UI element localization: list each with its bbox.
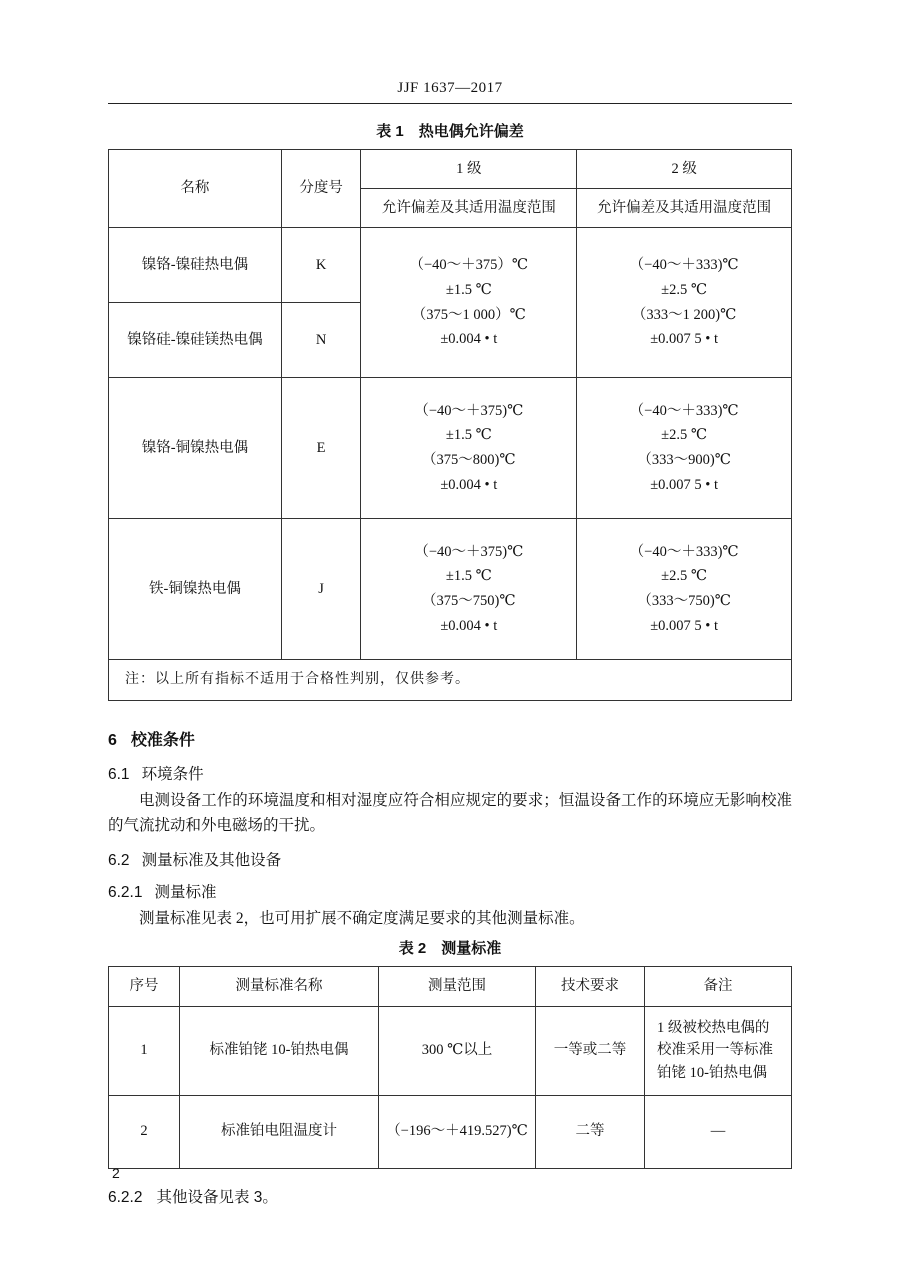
subsection-number: 6.2.1	[108, 884, 143, 902]
row-name: 镍铬硅-镍硅镁热电偶	[109, 303, 282, 378]
value-line: ±1.5 ℃	[445, 568, 492, 585]
row-no: 1	[109, 1006, 180, 1095]
subsection-title: 环境条件	[141, 765, 204, 783]
subsection-title: 测量标准及其他设备	[141, 852, 282, 870]
subsection-heading-6-2	[108, 848, 792, 870]
value-line: ±2.5 ℃	[661, 427, 708, 444]
row-class1-values	[361, 519, 577, 660]
table-row	[109, 519, 792, 660]
value-line: （−40～＋375）℃	[409, 257, 529, 274]
table-row	[109, 378, 792, 519]
value-line: ±0.007 5 • t	[650, 331, 719, 348]
row-no: 2	[109, 1095, 180, 1168]
row-remark: 1 级被校热电偶的校准采用一等标准铂铑 10-铂热电偶	[645, 1006, 792, 1095]
header-range: 测量范围	[379, 967, 536, 1006]
value-line: ±2.5 ℃	[661, 281, 708, 298]
subsection-number: 6.1	[108, 765, 130, 783]
value-line: ±0.004 • t	[440, 617, 498, 634]
section-title: 校准条件	[130, 731, 195, 749]
running-head: JJF 1637—2017	[108, 80, 792, 104]
page-number: 2	[112, 1165, 120, 1181]
value-line: ±0.004 • t	[440, 331, 498, 348]
table-header-row	[109, 967, 792, 1006]
table2-caption: 表 2 测量标准	[398, 940, 502, 958]
value-line: （333～1 200)℃	[631, 306, 737, 323]
subsection-heading-6-2-2	[108, 1185, 792, 1207]
row-code: J	[281, 519, 361, 660]
value-line: ±1.5 ℃	[445, 427, 492, 444]
row-code: E	[281, 378, 361, 519]
header-requirement: 技术要求	[536, 967, 645, 1006]
row-code: K	[281, 228, 361, 303]
table-row	[109, 1006, 792, 1095]
value-line: ±0.007 5 • t	[650, 617, 719, 634]
value-line: （−40～＋375)℃	[414, 543, 524, 560]
value-line: （375～750)℃	[422, 593, 516, 609]
table1-note-row	[109, 660, 792, 701]
value-line: （−40～＋333)℃	[629, 543, 739, 560]
value-line: （−40～＋375)℃	[414, 402, 524, 419]
header-class2-sub: 允许偏差及其适用温度范围	[577, 189, 792, 228]
paragraph-6-2-1: 测量标准见表 2，也可用扩展不确定度满足要求的其他测量标准。	[139, 910, 585, 928]
header-remark: 备注	[645, 967, 792, 1006]
header-class-2: 2 级	[577, 150, 792, 189]
row-range: （−196～＋419.527)℃	[379, 1095, 536, 1168]
row-standard-name: 标准铂电阻温度计	[180, 1095, 379, 1168]
header-class-1: 1 级	[361, 150, 577, 189]
subsection-number: 6.2	[108, 852, 130, 870]
subsection-title: 其他设备见表 3。	[156, 1188, 278, 1206]
subsection-heading-6-2-1	[108, 880, 792, 902]
row-range: 300 ℃以上	[379, 1006, 536, 1095]
row-requirement: 二等	[536, 1095, 645, 1168]
row-code: N	[281, 303, 361, 378]
value-line: ±0.004 • t	[440, 476, 498, 493]
value-line: （333～750)℃	[637, 593, 731, 609]
header-standard-name: 测量标准名称	[180, 967, 379, 1006]
measurement-standards-table	[108, 966, 792, 1168]
table1-note: 注：以上所有指标不适用于合格性判别，仅供参考。	[109, 660, 792, 701]
thermocouple-tolerance-table	[108, 149, 792, 701]
section-heading-6	[108, 727, 792, 750]
row-class1-values	[361, 378, 577, 519]
value-line: （−40～＋333)℃	[629, 402, 739, 419]
row-name: 镍铬-镍硅热电偶	[109, 228, 282, 303]
row-standard-name: 标准铂铑 10-铂热电偶	[180, 1006, 379, 1095]
table-header-row	[109, 150, 792, 189]
value-line: （375～800)℃	[422, 452, 516, 468]
section-number: 6	[108, 731, 117, 749]
header-grade-no: 分度号	[281, 150, 361, 228]
row-requirement: 一等或二等	[536, 1006, 645, 1095]
value-line: ±2.5 ℃	[661, 568, 708, 585]
table-row	[109, 1095, 792, 1168]
value-line: ±1.5 ℃	[445, 281, 492, 298]
row-name: 铁-铜镍热电偶	[109, 519, 282, 660]
table1-caption: 表 1 热电偶允许偏差	[376, 123, 524, 140]
subsection-number: 6.2.2	[108, 1188, 143, 1206]
row-name: 镍铬-铜镍热电偶	[109, 378, 282, 519]
table-row	[109, 228, 792, 303]
page-content	[108, 80, 792, 1207]
row-class2-values	[577, 519, 792, 660]
header-name: 名称	[109, 150, 282, 228]
row-class1-values	[361, 228, 577, 378]
row-class2-values	[577, 378, 792, 519]
value-line: （−40～＋333)℃	[629, 257, 739, 274]
header-class1-sub: 允许偏差及其适用温度范围	[361, 189, 577, 228]
value-line: （333～900)℃	[637, 452, 731, 468]
row-class2-values	[577, 228, 792, 378]
value-line: （375～1 000）℃	[411, 306, 526, 323]
header-no: 序号	[109, 967, 180, 1006]
subsection-title: 测量标准	[154, 884, 217, 902]
value-line: ±0.007 5 • t	[650, 476, 719, 493]
row-remark: —	[645, 1095, 792, 1168]
subsection-heading-6-1	[108, 762, 792, 784]
paragraph-6-1: 电测设备工作的环境温度和相对湿度应符合相应规定的要求；恒温设备工作的环境应无影响校准的气流扰动和外电磁场的干扰。	[108, 791, 792, 834]
